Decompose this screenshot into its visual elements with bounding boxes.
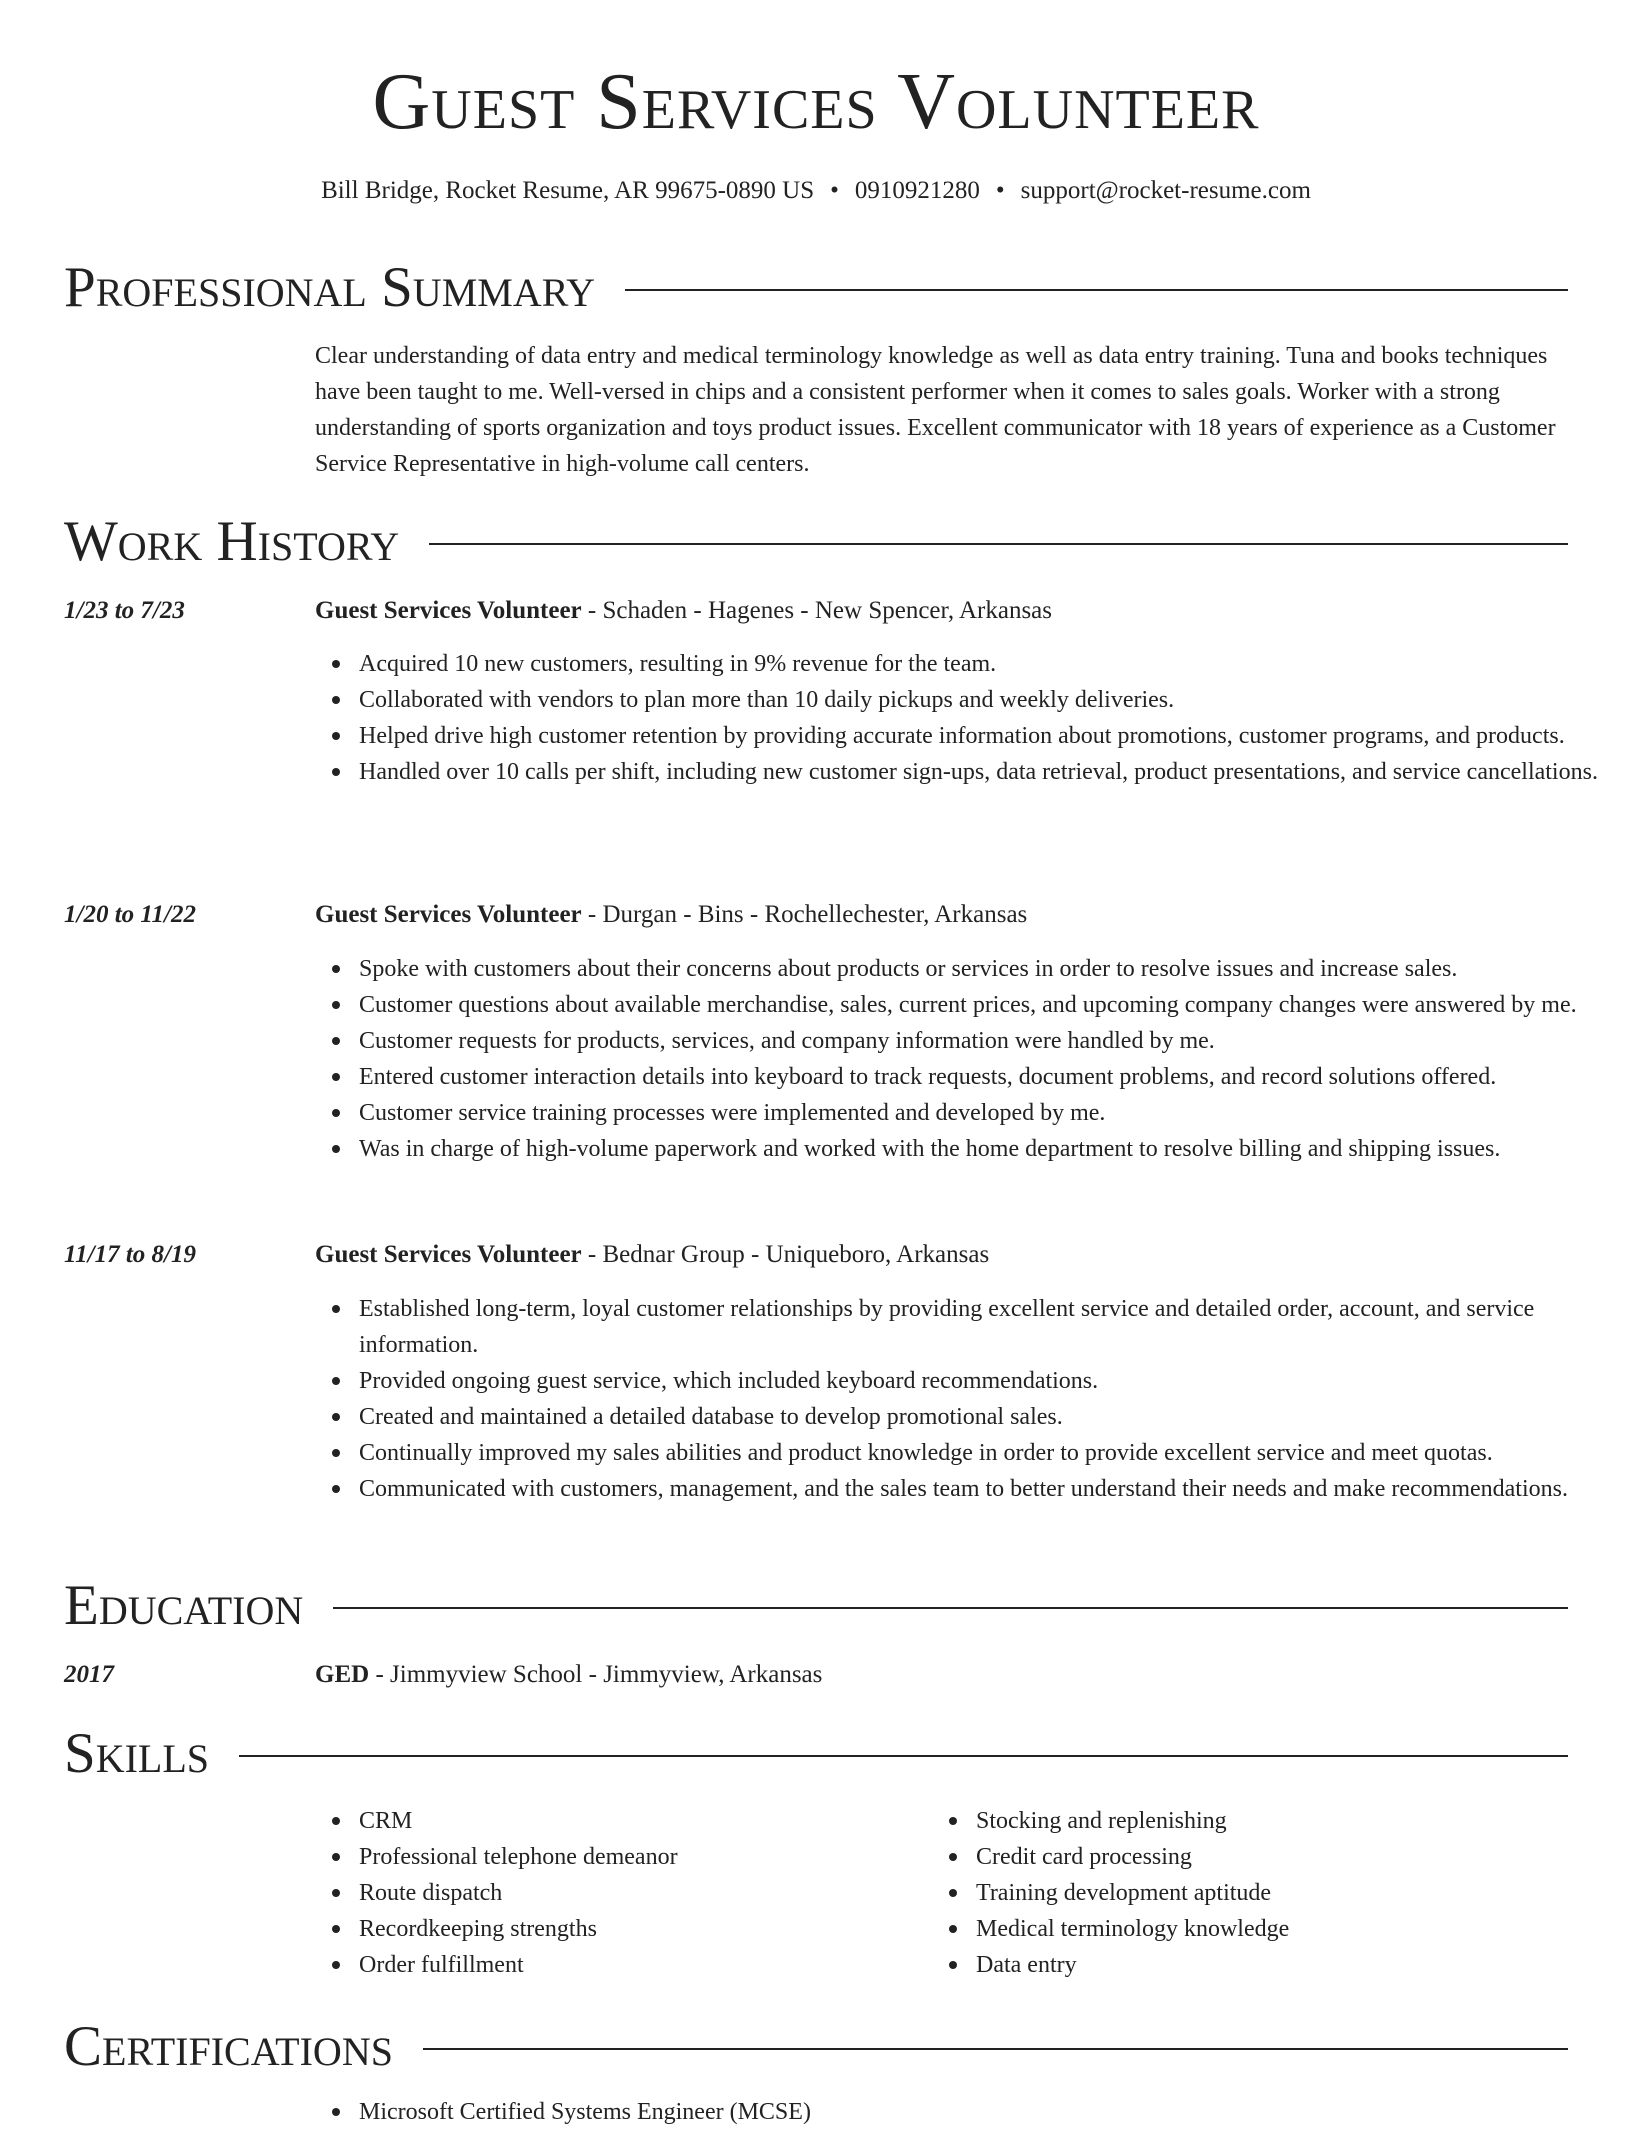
job-bullets xyxy=(315,951,1609,1167)
contact-separator: • xyxy=(995,177,1005,204)
section-heading-text: Work History xyxy=(64,510,400,573)
section-heading-certifications xyxy=(64,2015,1568,2079)
section-divider xyxy=(333,1607,1568,1609)
skill-item: Medical terminology knowledge xyxy=(976,1911,1632,1947)
skill-item: Route dispatch xyxy=(359,1875,1609,1911)
education-details: - Jimmyview School - Jimmyview, Arkansas xyxy=(369,1661,823,1688)
list-item: Provided ongoing guest service, which included keyboard recommendations. xyxy=(359,1363,1609,1399)
resume-title: Guest Services Volunteer xyxy=(372,58,1260,146)
list-item: Handled over 10 calls per shift, including new customer sign-ups, data retrieval, product presentations, and service cancellations. xyxy=(359,754,1609,790)
job-title: Guest Services Volunteer xyxy=(315,597,582,624)
job-dates: 1/23 to 7/23 xyxy=(64,597,185,624)
section-heading-summary xyxy=(64,256,1568,320)
list-item: Continually improved my sales abilities and product knowledge in order to provide excellent service and meet quotas. xyxy=(359,1435,1609,1471)
list-item: Customer requests for products, services, and company information were handled by me. xyxy=(359,1023,1609,1059)
list-item: Collaborated with vendors to plan more than 10 daily pickups and weekly deliveries. xyxy=(359,682,1609,718)
job-dates: 1/20 to 11/22 xyxy=(64,901,196,928)
education-entry xyxy=(315,1657,1565,1693)
job-dates: 11/17 to 8/19 xyxy=(64,1241,196,1268)
list-item: Spoke with customers about their concerns about products or services in order to resolve issues and increase sales. xyxy=(359,951,1609,987)
skill-item: Training development aptitude xyxy=(976,1875,1632,1911)
list-item: Customer questions about available merchandise, sales, current prices, and upcoming company changes were answered by me. xyxy=(359,987,1609,1023)
job-details: - Schaden - Hagenes - New Spencer, Arkansas xyxy=(581,597,1053,624)
job-heading xyxy=(315,1237,1565,1273)
list-item: Acquired 10 new customers, resulting in 9% revenue for the team. xyxy=(359,646,1609,682)
section-divider xyxy=(429,543,1568,545)
contact-line xyxy=(0,174,1632,208)
section-heading-text: Education xyxy=(64,1574,304,1637)
contact-phone: 0910921280 xyxy=(854,177,980,204)
section-heading-text: Certifications xyxy=(64,2015,393,2078)
certification-item: Microsoft Certified Systems Engineer (MCSE) xyxy=(359,2094,1609,2130)
certifications-list xyxy=(315,2094,1609,2130)
section-divider xyxy=(625,289,1568,291)
job-bullets xyxy=(315,646,1609,790)
job-bullets xyxy=(315,1291,1609,1507)
list-item: Communicated with customers, management, and the sales team to better understand their needs and make recommendations. xyxy=(359,1471,1609,1507)
job-title: Guest Services Volunteer xyxy=(315,901,582,928)
contact-email[interactable]: support@rocket-resume.com xyxy=(1020,177,1311,204)
education-degree: GED xyxy=(315,1661,370,1688)
section-divider xyxy=(239,1755,1568,1757)
section-divider xyxy=(423,2048,1568,2050)
job-heading xyxy=(315,897,1565,933)
section-heading-work-history xyxy=(64,510,1568,574)
skill-item: Professional telephone demeanor xyxy=(359,1839,1609,1875)
skill-item: Credit card processing xyxy=(976,1839,1632,1875)
list-item: Was in charge of high-volume paperwork and worked with the home department to resolve billing and shipping issues. xyxy=(359,1131,1609,1167)
job-details: - Bednar Group - Uniqueboro, Arkansas xyxy=(581,1241,990,1268)
section-heading-education xyxy=(64,1574,1568,1638)
list-item: Established long-term, loyal customer relationships by providing excellent service and detailed order, account, and service information. xyxy=(359,1291,1609,1363)
list-item: Customer service training processes were implemented and developed by me. xyxy=(359,1095,1609,1131)
skill-item: Recordkeeping strengths xyxy=(359,1911,1609,1947)
section-heading-text: Skills xyxy=(64,1722,210,1785)
list-item: Helped drive high customer retention by providing accurate information about promotions, customer programs, and products. xyxy=(359,718,1609,754)
job-details: - Durgan - Bins - Rochellechester, Arkansas xyxy=(581,901,1028,928)
contact-address: Bill Bridge, Rocket Resume, AR 99675-0890 US xyxy=(321,177,815,204)
contact-separator: • xyxy=(830,177,839,204)
list-item: Created and maintained a detailed database to develop promotional sales. xyxy=(359,1399,1609,1435)
education-year: 2017 xyxy=(64,1661,114,1688)
section-heading-skills xyxy=(64,1722,1568,1786)
skills-list-right xyxy=(932,1803,1632,1983)
skill-item: Order fulfillment xyxy=(359,1947,1609,1983)
section-heading-text: Professional Summary xyxy=(64,256,596,319)
job-heading xyxy=(315,593,1565,629)
list-item: Entered customer interaction details into keyboard to track requests, document problems, and record solutions offered. xyxy=(359,1059,1609,1095)
skill-item: CRM xyxy=(359,1803,1609,1839)
summary-text: Clear understanding of data entry and medical terminology knowledge as well as data entry training. Tuna and books techniques have been taught to me. Well-versed in chips and a consistent performer when it comes to sales goals. Worker with a strong understanding of sports organization and toys product issues. Excellent communicator with 18 years of experience as a Customer Service Representative in high-volume call centers. xyxy=(315,343,1556,477)
skill-item: Data entry xyxy=(976,1947,1632,1983)
skill-item: Stocking and replenishing xyxy=(976,1803,1632,1839)
job-title: Guest Services Volunteer xyxy=(315,1241,582,1268)
